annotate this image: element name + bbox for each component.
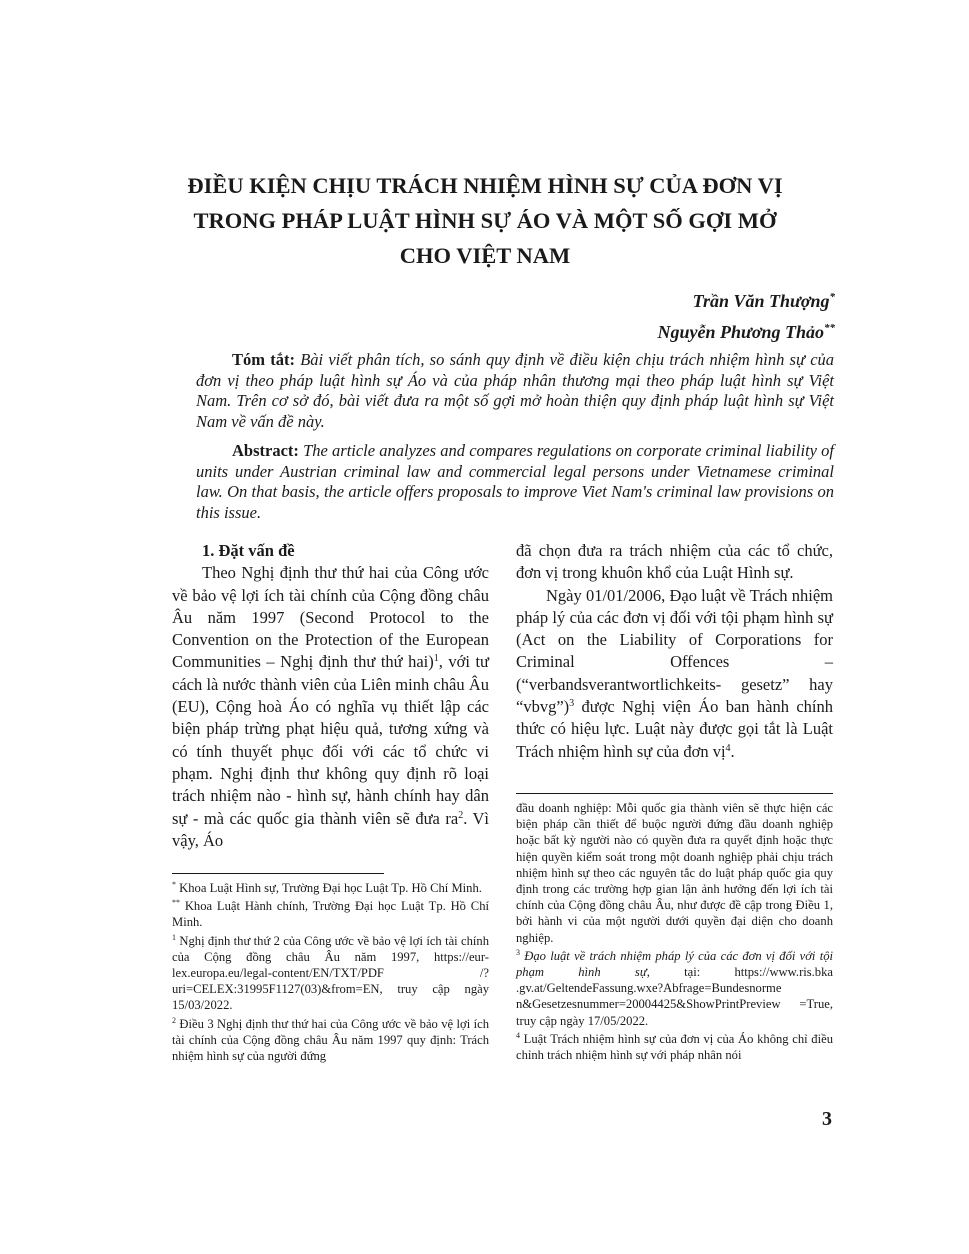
abstract-en-text: The article analyzes and compares regulations on corporate criminal liability of units under Austrian criminal law and commercial legal persons under Vietnamese criminal law. On that basis, the article offers proposals to improve Viet Nam's criminal law provisions on this issue. — [196, 441, 834, 522]
author-2-name: Nguyễn Phương Thảo — [657, 322, 824, 342]
footnote-3-title: Đạo luật về trách nhiệm pháp lý của các đơn vị đối với tội phạm hình sự — [516, 948, 833, 980]
footnote-star-mark: * — [172, 880, 176, 889]
footnote-divider-right — [516, 793, 833, 794]
footnote-1 — [172, 933, 489, 1014]
author-1 — [658, 284, 835, 315]
title-line-3: CHO VIỆT NAM — [399, 243, 571, 268]
abstract-english — [196, 441, 834, 523]
footnote-3-mark: 3 — [516, 947, 520, 957]
title-line-2: TRONG PHÁP LUẬT HÌNH SỰ ÁO VÀ MỘT SỐ GỢI MỞ — [193, 208, 777, 233]
paragraph-1-part-b: , với tư cách là nước thành viên của Liên minh châu Âu (EU), Cộng hoà Áo có nghĩa vụ thiết lập các biện pháp trừng phạt hiệu quả, tương xứng và có tính thuyết phục đối với các tổ chức vi phạm. Nghị định thư không quy định rõ loại trách nhiệm nào - hình sự, hành chính hay dân sự - mà các quốc gia thành viên sẽ đưa ra — [172, 652, 489, 828]
footnote-ref-1[interactable]: 1 — [433, 653, 439, 665]
abstract-vi-text: Bài viết phân tích, so sánh quy định về điều kiện chịu trách nhiệm hình sự của đơn vị theo pháp luật hình sự Áo và của pháp nhân thương mại theo pháp luật hình sự Việt Nam. Trên cơ sở đó, bài viết đưa ra một số gợi mở hoàn thiện quy định pháp luật hình sự Việt Nam về vấn đề này. — [196, 350, 835, 431]
footnote-star — [172, 880, 489, 896]
footnote-double-star — [172, 898, 489, 930]
abstract-vietnamese — [196, 350, 834, 432]
body-column-left — [172, 540, 489, 852]
paragraph-2-part-c: . — [730, 741, 735, 761]
section-heading: 1. Đặt vấn đề — [202, 541, 295, 560]
author-1-name: Trần Văn Thượng — [692, 291, 830, 311]
paragraph-2 — [516, 585, 833, 763]
author-2 — [658, 315, 835, 346]
footnote-4 — [516, 1031, 833, 1063]
paragraph-2-part-a: Ngày 01/01/2006, Đạo luật về Trách nhiệm pháp lý của các đơn vị đối với tội phạm hình sự (Act on the Liability of Corporations for Criminal Offences – (“verbandsverantwortlichkeits- gesetz” hay “vbvg”) — [516, 585, 833, 717]
footnote-4-mark: 4 — [516, 1030, 520, 1040]
footnotes-left — [172, 880, 489, 1066]
page-number: 3 — [822, 1108, 832, 1130]
footnote-star-text: Khoa Luật Hình sự, Trường Đại học Luật Tp. Hồ Chí Minh. — [179, 881, 482, 895]
footnote-double-star-mark: ** — [172, 898, 180, 908]
paragraph-1 — [172, 562, 489, 852]
article-title — [150, 168, 820, 273]
footnote-2-mark: 2 — [172, 1015, 176, 1025]
paragraph-1-continued: đã chọn đưa ra trách nhiệm của các tổ chức, đơn vị trong khuôn khổ của Luật Hình sự. — [516, 541, 833, 583]
footnote-1-mark: 1 — [172, 932, 176, 942]
paragraph-2-part-b: được Nghị viện Áo ban hành chính thức có hiệu lực. Luật này được gọi tắt là Luật Trách nhiệm hình sự của đơn vị — [516, 697, 833, 761]
abstract-vi-label: Tóm tắt: — [232, 350, 295, 369]
footnotes-right — [516, 800, 833, 1065]
title-line-1: ĐIỀU KIỆN CHỊU TRÁCH NHIỆM HÌNH SỰ CỦA ĐƠN VỊ — [187, 173, 783, 198]
footnote-double-star-text: Khoa Luật Hành chính, Trường Đại học Luật Tp. Hồ Chí Minh. — [172, 899, 489, 930]
abstract-en-label: Abstract: — [232, 441, 299, 460]
footnote-4-text: Luật Trách nhiệm hình sự của đơn vị của Áo không chỉ điều chỉnh trách nhiệm hình sự với pháp nhân nói — [516, 1031, 833, 1063]
paragraph-1-part-a: Theo Nghị định thư thứ hai của Công ước về bảo vệ lợi ích tài chính của Cộng đồng châu Âu năm 1997 (Second Protocol to the Convention on the Protection of the European Communities – Nghị định thư thứ hai) — [172, 563, 489, 672]
footnote-2-continued: đầu doanh nghiệp: Mỗi quốc gia thành viên sẽ thực hiện các biện pháp cần thiết để buộc người đứng đầu doanh nghiệp hoặc bất kỳ người nào có quyền đưa ra quyết định hoặc thực hiện quyền kiểm soát trong một doanh nghiệp phải chịu trách nhiệm hình sự theo các nguyên tắc do luật pháp quốc gia quy định trong các trường hợp gian lận ảnh hưởng đến lợi ích tài chính của Cộng đồng châu Âu, như được đề cập trong Điều 1, bởi hành vi của một người dưới quyền đại diện cho doanh nghiệp. — [516, 801, 833, 945]
footnote-divider-left — [172, 873, 384, 874]
footnote-3-text: , tại: https://www.ris.bka .gv.at/GeltendeFassung.wxe?Abfrage=Bundesnorme n&Gesetzesnummer=20004425&ShowPrintPreview =True, truy cập ngày 17/05/2022. — [516, 965, 833, 1028]
author-2-mark: ** — [824, 322, 835, 334]
footnote-1-text: Nghị định thư thứ 2 của Công ước về bảo vệ lợi ích tài chính của Cộng đồng châu Âu năm 1997, https://eur-lex.europa.eu/legal-content/EN/TXT/PDF /?uri=CELEX:31995F1127(03)&from=EN, truy cập ngày 15/03/2022. — [172, 933, 489, 1013]
footnote-ref-2[interactable]: 2 — [458, 809, 464, 821]
footnote-2-text: Điều 3 Nghị định thư thứ hai của Công ước về bảo vệ lợi ích tài chính của Cộng đồng châu Âu năm 1997 quy định: Trách nhiệm hình sự của người đứng — [172, 1016, 489, 1064]
author-1-mark: * — [829, 291, 835, 303]
paragraph-1-part-c-start: . Vì vậy, Áo — [172, 808, 489, 850]
footnote-2 — [172, 1016, 489, 1065]
body-column-right — [516, 540, 833, 763]
footnote-ref-4[interactable]: 4 — [725, 742, 731, 754]
author-list — [658, 284, 835, 346]
footnote-3 — [516, 948, 833, 1029]
footnote-ref-3[interactable]: 3 — [569, 698, 575, 710]
